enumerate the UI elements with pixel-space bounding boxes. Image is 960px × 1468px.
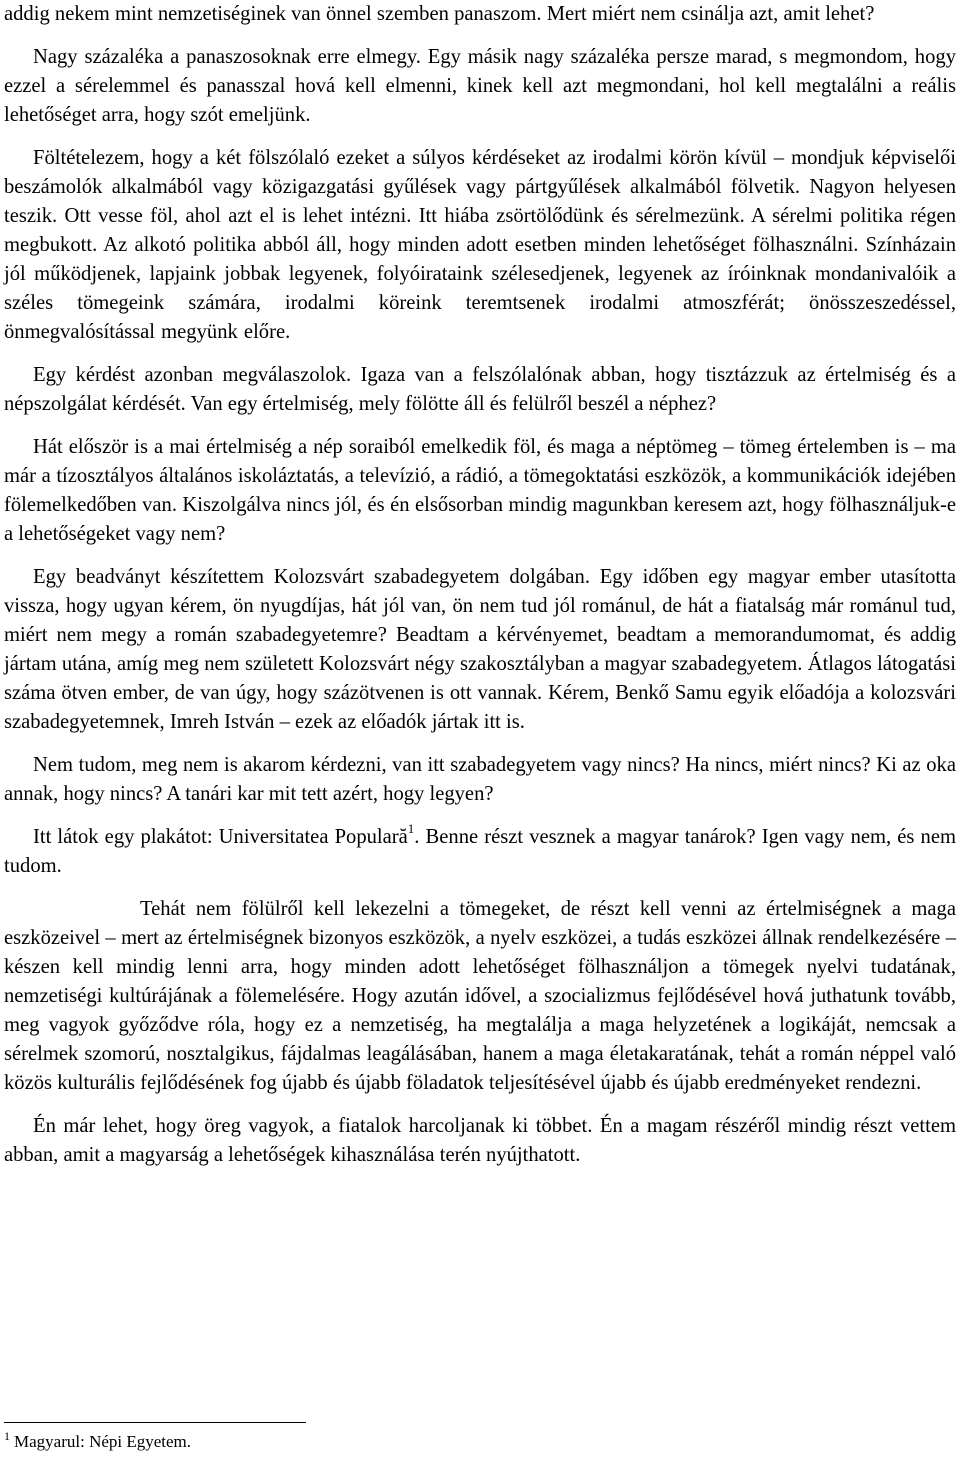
footnote-text: Magyarul: Népi Egyetem. bbox=[14, 1432, 192, 1451]
paragraph-question: Egy kérdést azonban megválaszolok. Igaza van a felszólalónak abban, hogy tisztázzuk az értelmiség és a népszolgálat kérdését. Van egy értelmiség, mely fölötte áll és felülről beszél a néphez? bbox=[4, 364, 956, 415]
paragraph-petition: Egy beadványt készítettem Kolozsvárt szabadegyetem dolgában. Egy időben egy magyar ember utasította vissza, hogy ugyan kérem, ön nyugdíjas, hát jól van, ön nem tud jól románul, de hát a fiatalság már románul tud, miért nem megy a román szabadegyetemre? Beadtam a kérvényemet, beadtam a memorandumomat, és addig jártam utána, amíg meg nem született Kolozsvárt négy szakosztályban a magyar szabadegyetem. Átlagos látogatási száma ötven ember, de van úgy, hogy százötvenen is ott vannak. Kérem, Benkő Samu egyik előadója a kolozsvári szabadegyetemnek, Imreh István – ezek az előadók jártak itt is. bbox=[4, 566, 956, 733]
footnote-marker: 1 bbox=[4, 1429, 10, 1444]
paragraph-closing: Én már lehet, hogy öreg vagyok, a fiatalok harcoljanak ki többet. Én a magam részéről mindig részt vettem abban, amit a magyarság a lehetőségek kihasználása terén nyújthatott. bbox=[4, 1115, 956, 1166]
document-page bbox=[4, 0, 956, 1170]
paragraph-responsibility: Tehát nem fölülről kell lekezelni a tömegeket, de részt kell venni az értelmiségnek a maga eszközeivel – mert az értelmiségnek bizonyos eszközök, a nyelv eszközei, a tudás eszközei állnak rendelkezésére – készen kell mindig lenni arra, hogy minden adott lehetőséget fölhasználjon a tömegek nyelvi tudatának, nemzetiségi kultúrájának a fölemelésére. Hogy azután idővel, a szocializmus fejlődésével hová juthatunk tovább, meg vagyok győződve róla, hogy ez a nemzetiség, ha megtalálja a maga helyzetének a logikáját, nemcsak a sérelmek szomorú, nosztalgikus, fájdalmas leagálásában, hanem a maga életakaratának, tehát a román néppel való közös kulturális fejlődésének fog újabb és újabb föladatok teljesítésével újabb és újabb eredményeket rendezni. bbox=[4, 898, 956, 1094]
footnote-separator bbox=[4, 1422, 306, 1423]
paragraph-poster bbox=[4, 823, 956, 881]
poster-text-continued: . Benne részt vesznek a magyar tanárok? Igen vagy nem, és nem tudom. bbox=[4, 826, 956, 877]
poster-text: Itt látok egy plakátot: Universitatea Populară bbox=[33, 826, 408, 848]
paragraph-free-university: Nem tudom, meg nem is akarom kérdezni, van itt szabadegyetem vagy nincs? Ha nincs, miért nincs? Ki az oka annak, hogy nincs? A tanári kar mit tett azért, hogy legyen? bbox=[4, 754, 956, 805]
footnote bbox=[4, 1430, 191, 1454]
paragraph-assumption: Föltételezem, hogy a két fölszólaló ezeket a súlyos kérdéseket az irodalmi körön kívül – mondjuk képviselői beszámolók alkalmából vagy közigazgatási gyűlések vagy pártgyűlések alkalmából fölvetik. Nagyon helyesen teszik. Ott vesse föl, ahol azt el is lehet intézni. Itt hiába zsörtölődünk és sérelmezünk. A sérelmi politika régen megbukott. Az alkotó politika abból áll, hogy minden adott esetben minden lehetőséget fölhasználni. Színházain jól működjenek, lapjaink jobbak legyenek, folyóirataink szélesedjenek, legyenek az íróinknak mondanivalóik a széles tömegeink számára, irodalmi köreink teremtsenek irodalmi atmoszférát; önösszeszedéssel, önmegvalósítással megyünk előre. bbox=[4, 147, 956, 343]
footnote-reference[interactable]: 1 bbox=[407, 821, 415, 837]
paragraph-intelligentsia: Hát először is a mai értelmiség a nép soraiból emelkedik föl, és maga a néptömeg – tömeg értelemben is – ma már a tízosztályos általános iskoláztatás, a televízió, a rádió, a tömegoktatási eszközök, a kommunikációk idejében fölemelkedőben van. Kiszolgálva nincs jól, és én elsősorban mindig magunkban keresem azt, hogy fölhasználjuk-e a lehetőségeket vagy nem? bbox=[4, 436, 956, 545]
paragraph-complaints: Nagy százaléka a panaszosoknak erre elmegy. Egy másik nagy százaléka persze marad, s megmondom, hogy ezzel a sérelemmel és panasszal hová kell elmenni, kinek kell azt megmondani, hol kell megtalálni a reális lehetőséget arra, hogy szót emeljünk. bbox=[4, 46, 956, 126]
paragraph-continuation: addig nekem mint nemzetiséginek van önnel szemben panaszom. Mert miért nem csinálja azt, amit lehet? bbox=[4, 3, 875, 25]
